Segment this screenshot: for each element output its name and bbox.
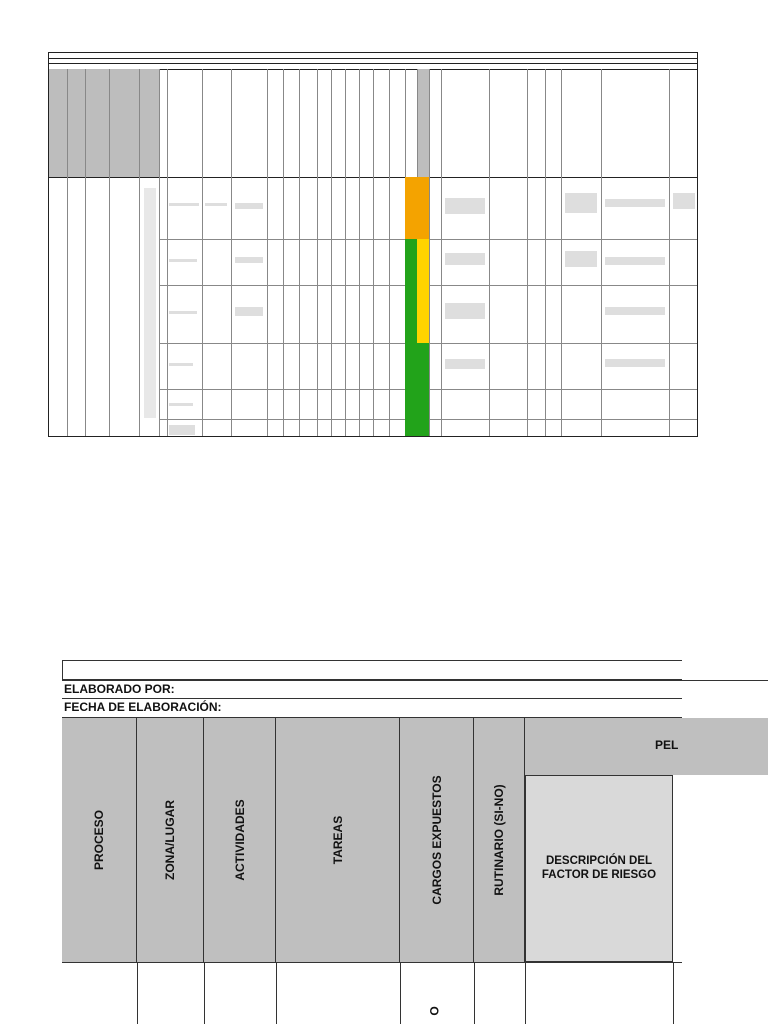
thumb-text-mark	[169, 203, 199, 206]
thumb-vline	[345, 69, 346, 436]
row-divider	[276, 962, 277, 1024]
col-rutinario	[474, 718, 525, 962]
matrix-thumbnail	[48, 52, 698, 437]
thumb-text-mark	[235, 203, 263, 209]
thumb-text-mark	[445, 303, 485, 319]
thumb-vline	[669, 69, 670, 436]
thumb-text-mark	[565, 251, 597, 267]
thumb-text-mark	[445, 198, 485, 214]
data-row	[62, 962, 682, 1024]
risk-cell-orange	[417, 177, 429, 239]
col-descripcion	[525, 775, 673, 962]
title-box	[62, 660, 682, 680]
thumb-text-mark	[205, 203, 227, 206]
thumb-vline	[85, 69, 86, 436]
elaborado-label: ELABORADO POR:	[64, 682, 175, 696]
thumb-text-mark	[169, 425, 195, 435]
risk-cell-green	[405, 239, 417, 437]
cell-text-fragment: O	[427, 1006, 442, 1016]
thumb-vline	[331, 69, 332, 436]
thumb-vline	[167, 69, 168, 436]
risk-cell-green	[417, 343, 429, 437]
thumb-text-mark	[144, 188, 156, 418]
thumb-vline	[441, 69, 442, 436]
thumb-line	[49, 58, 697, 59]
col-proceso	[62, 718, 137, 962]
col-zona-label: ZONA/LUGAR	[163, 800, 177, 880]
col-actividades	[204, 718, 276, 962]
thumb-text-mark	[169, 259, 197, 262]
row-divider	[474, 962, 475, 1024]
thumb-text-mark	[605, 199, 665, 207]
thumb-vline	[561, 69, 562, 436]
thumb-vline	[299, 69, 300, 436]
thumb-vline	[231, 69, 232, 436]
thumb-vline	[489, 69, 490, 436]
thumb-vline	[109, 69, 110, 436]
thumb-text-mark	[605, 359, 665, 367]
thumb-vline	[545, 69, 546, 436]
thumb-vline	[373, 69, 374, 436]
thumb-text-mark	[235, 257, 263, 263]
thumb-vline	[429, 69, 430, 436]
fecha-label: FECHA DE ELABORACIÓN:	[64, 700, 222, 714]
thumb-vline	[601, 69, 602, 436]
col-cargos-label: CARGOS EXPUESTOS	[429, 775, 444, 905]
thumb-vline	[159, 69, 160, 436]
thumb-vline	[359, 69, 360, 436]
row-divider	[204, 962, 205, 1024]
thumb-text-mark	[169, 363, 193, 366]
matrix-header-zoom	[62, 660, 768, 1024]
thumb-header-gray	[49, 69, 159, 177]
thumb-text-mark	[445, 359, 485, 369]
thumb-header-gray	[417, 69, 429, 177]
thumb-text-mark	[445, 253, 485, 265]
col-cargos	[400, 718, 474, 962]
thumb-vline	[283, 69, 284, 436]
thumb-text-mark	[605, 257, 665, 265]
peligro-label: PEL	[655, 738, 679, 752]
row-divider	[673, 962, 674, 1024]
thumb-text-mark	[169, 403, 193, 406]
thumb-text-mark	[605, 307, 665, 315]
thumb-text-mark	[673, 193, 695, 209]
col-zona	[137, 718, 204, 962]
col-tareas	[276, 718, 400, 962]
thumb-vline	[67, 69, 68, 436]
peligro-band	[525, 718, 768, 775]
thumb-vline	[527, 69, 528, 436]
thumb-text-mark	[235, 307, 263, 316]
thumb-vline	[267, 69, 268, 436]
row-divider	[400, 962, 401, 1024]
risk-cell-yellow	[417, 285, 429, 343]
thumb-vline	[317, 69, 318, 436]
thumb-vline	[202, 69, 203, 436]
row-divider	[137, 962, 138, 1024]
thumb-text-mark	[169, 311, 197, 314]
col-tareas-label: TAREAS	[330, 815, 345, 865]
col-rutinario-label: RUTINARIO (SI-NO)	[492, 784, 506, 896]
thumb-line	[49, 63, 697, 64]
thumb-vline	[389, 69, 390, 436]
thumb-vline	[139, 69, 140, 436]
col-proceso-label: PROCESO	[92, 809, 106, 871]
thumb-text-mark	[565, 193, 597, 213]
col-actividades-label: ACTIVIDADES	[232, 799, 247, 881]
risk-cell-yellow	[417, 239, 429, 285]
risk-cell-orange	[405, 177, 417, 239]
col-descripcion-label: DESCRIPCIÓN DEL FACTOR DE RIESGO	[541, 855, 657, 881]
row-divider	[525, 962, 526, 1024]
